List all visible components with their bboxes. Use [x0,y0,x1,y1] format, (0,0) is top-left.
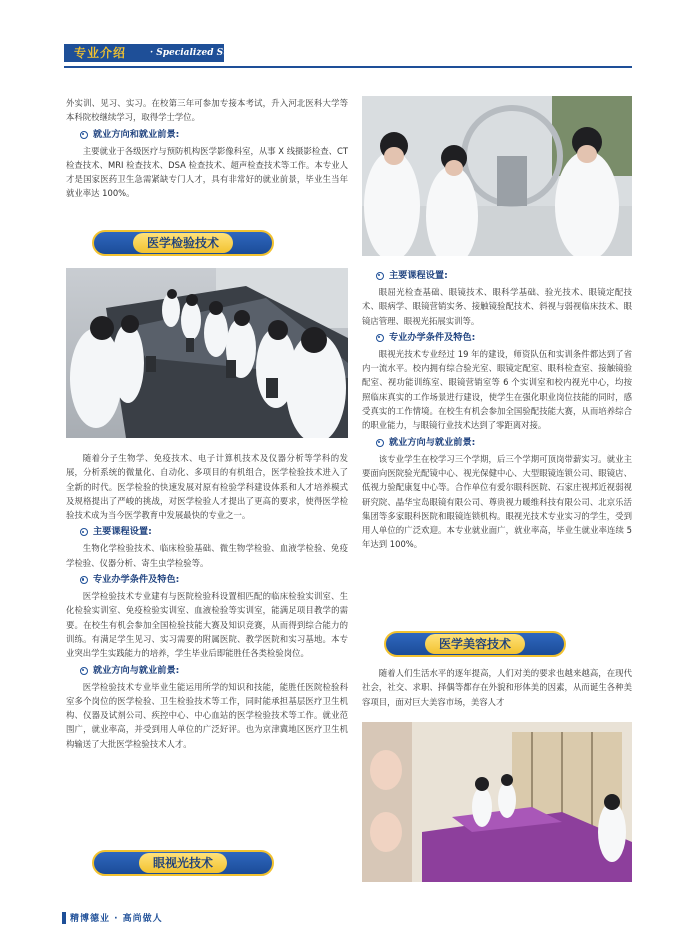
section-banner-label: 医学检验技术 [133,233,233,253]
lab-employment-heading-label: 就业方向与就业前景: [93,664,180,676]
section-banner-beauty [384,631,566,657]
page-header [0,0,699,64]
optometry-features-paragraph: 眼视光技术专业经过 19 年的建设，师资队伍和实训条件都达到了省内一流水平。校内拥有综合验光室、眼镜定配室、眼科检查室、接触镜验配室、视功能训练室、眼镜营销室等 6 个实训室和校内视光中心，均按照临床真实的工作场景进行建设，使学生在强化职业岗位技能的同时，感受真实的工作情境。在校生有机会参加全国验配技能大赛，从而培养综合的职业能力，与眼镜行业技术达到了零距离对接。 [362,348,632,431]
lab-intro-paragraph: 随着分子生物学、免疫技术、电子计算机技术及仪器分析等学科的发展，分析系统的微量化、自动化、多项目的有机组合，医学检验技术进入了全新的时代。医学检验的快速发展对原有检验学科建设体系和人才培养模式及规格提出了严峻的挑战，对医学检验人才提出了更高的要求，使得医学检验技术成为当今医学教育中发展最快的专业之一。 [66,453,348,521]
beauty-salon-photo [362,722,632,882]
bullet-icon [376,439,384,447]
beauty-intro-paragraph: 随着人们生活水平的逐年提高，人们对美的要求也越来越高，在现代社会，社交、求职、择偶等都存在外貌和形体美的因素，从而诞生各种美容项目，面对巨大美容市场，美容人才 [362,668,632,707]
employment-heading-label: 就业方向和就业前景: [93,128,180,140]
optometry-courses-paragraph: 眼屈光检查基础、眼镜技术、眼科学基础、验光技术、眼镜定配技术、眼病学、眼镜营销实务、接触镜验配技术、斜视与弱视临床技术、眼镜店管理、眼视光拓展实训等。 [362,287,632,326]
header-divider [64,66,632,68]
lab-features-paragraph: 医学检验技术专业建有与医院检验科设置相匹配的临床检验实训室、生化检验实训室、免疫检验实训室、血液检验等实训室，能满足项目教学的需要。在校生有机会参加全国检验技能大赛及知识竞赛，从而得到综合能力的训练。有满足学生见习、实习需要的附属医院、教学医院和实习基地。本专业突出学生实践能力的培养，学生毕业后即能胜任各类检验岗位。 [66,591,348,659]
employment-paragraph: 主要就业于各级医疗与预防机构医学影像科室，从事 X 线摄影检查、CT 检查技术、MRI 检查技术、DSA 检查技术、超声检查技术等工作。本专业人才是国家医药卫生急需紧缺专门人才，具有非常好的就业前景，毕业生当年就业率达 100%。 [66,145,348,199]
lab-courses-heading-label: 主要课程设置: [93,526,152,538]
footer-slogan: 精博德业 · 高尚做人 [70,914,163,924]
lab-courses-heading [80,525,348,539]
bullet-icon [80,131,88,139]
header-subtitle: · Specialized Subject Introduction [150,48,322,58]
left-column-lower [66,451,348,751]
bullet-icon [376,334,384,342]
optometry-employment-paragraph: 该专业学生在校学习三个学期，后三个学期可顶岗带薪实习。就业主要面向医院验光配镜中心、视光保健中心、大型眼镜连锁公司、眼镜店、低视力验配康复中心等。合作单位有爱尔眼科医院、石家庄视邦近视弱视研究院、晶华宝岛眼镜有限公司、尊贵视力暖维科技有限公司、北京乐活集团等多家眼科医院和眼镜连锁机构。眼视光技术专业实习的学生，受到用人单位的广泛欢迎。本专业就业面广，就业率高，毕业生就业率连续 5 年达到 100%。 [362,453,632,550]
left-column [66,96,348,201]
footer-accent-bar [62,912,66,924]
optometry-courses-heading-label: 主要课程设置: [389,270,448,281]
lab-features-heading-label: 专业办学条件及特色: [93,574,180,586]
lab-classroom-photo [66,268,348,438]
section-banner-label: 眼视光技术 [139,853,227,873]
section-banner-lab [92,230,274,256]
optometry-photo-image [362,96,632,256]
section-banner-optometry [92,850,274,876]
bullet-icon [80,576,88,584]
optometry-courses-heading [376,269,632,283]
bullet-icon [376,272,384,280]
beauty-intro [362,666,632,709]
right-column [362,266,632,552]
optometry-features-heading-label: 专业办学条件及特色: [389,331,476,343]
beauty-photo-image [362,722,632,882]
lab-employment-heading [80,664,348,678]
employment-heading [80,128,348,142]
bullet-icon [80,667,88,675]
optometry-employment-heading [376,436,632,450]
section-banner-label: 医学美容技术 [425,634,525,654]
lab-photo-image [66,268,348,438]
intro-paragraph: 外实训、见习、实习。在校第三年可参加专接本考试，升入河北医科大学等本科院校继续学习，取得学士学位。 [66,98,348,123]
bullet-icon [80,528,88,536]
lab-employment-paragraph: 医学检验技术专业毕业生能运用所学的知识和技能，能胜任医院检验科室多个岗位的医学检验、卫生检验技术等工作，同时能承担基层医疗卫生机构、仪器及试剂公司、疾控中心、中心血站的医学检验技术等工作。就业范围广，就业率高，并受到用人单位的广泛好评。也为京津冀地区医疗卫生机构输送了大批医学检验技术人才。 [66,681,348,749]
optometry-features-heading [376,331,632,345]
optometry-employment-heading-label: 就业方向与就业前景: [389,436,476,448]
lab-courses-paragraph: 生物化学检验技术、临床检验基础、微生物学检验、血液学检验、免疫学检验、仪器分析、寄生虫学检验等。 [66,543,348,568]
optometry-exam-photo [362,96,632,256]
header-tag: 专业介绍 [74,46,127,60]
lab-features-heading [80,573,348,587]
